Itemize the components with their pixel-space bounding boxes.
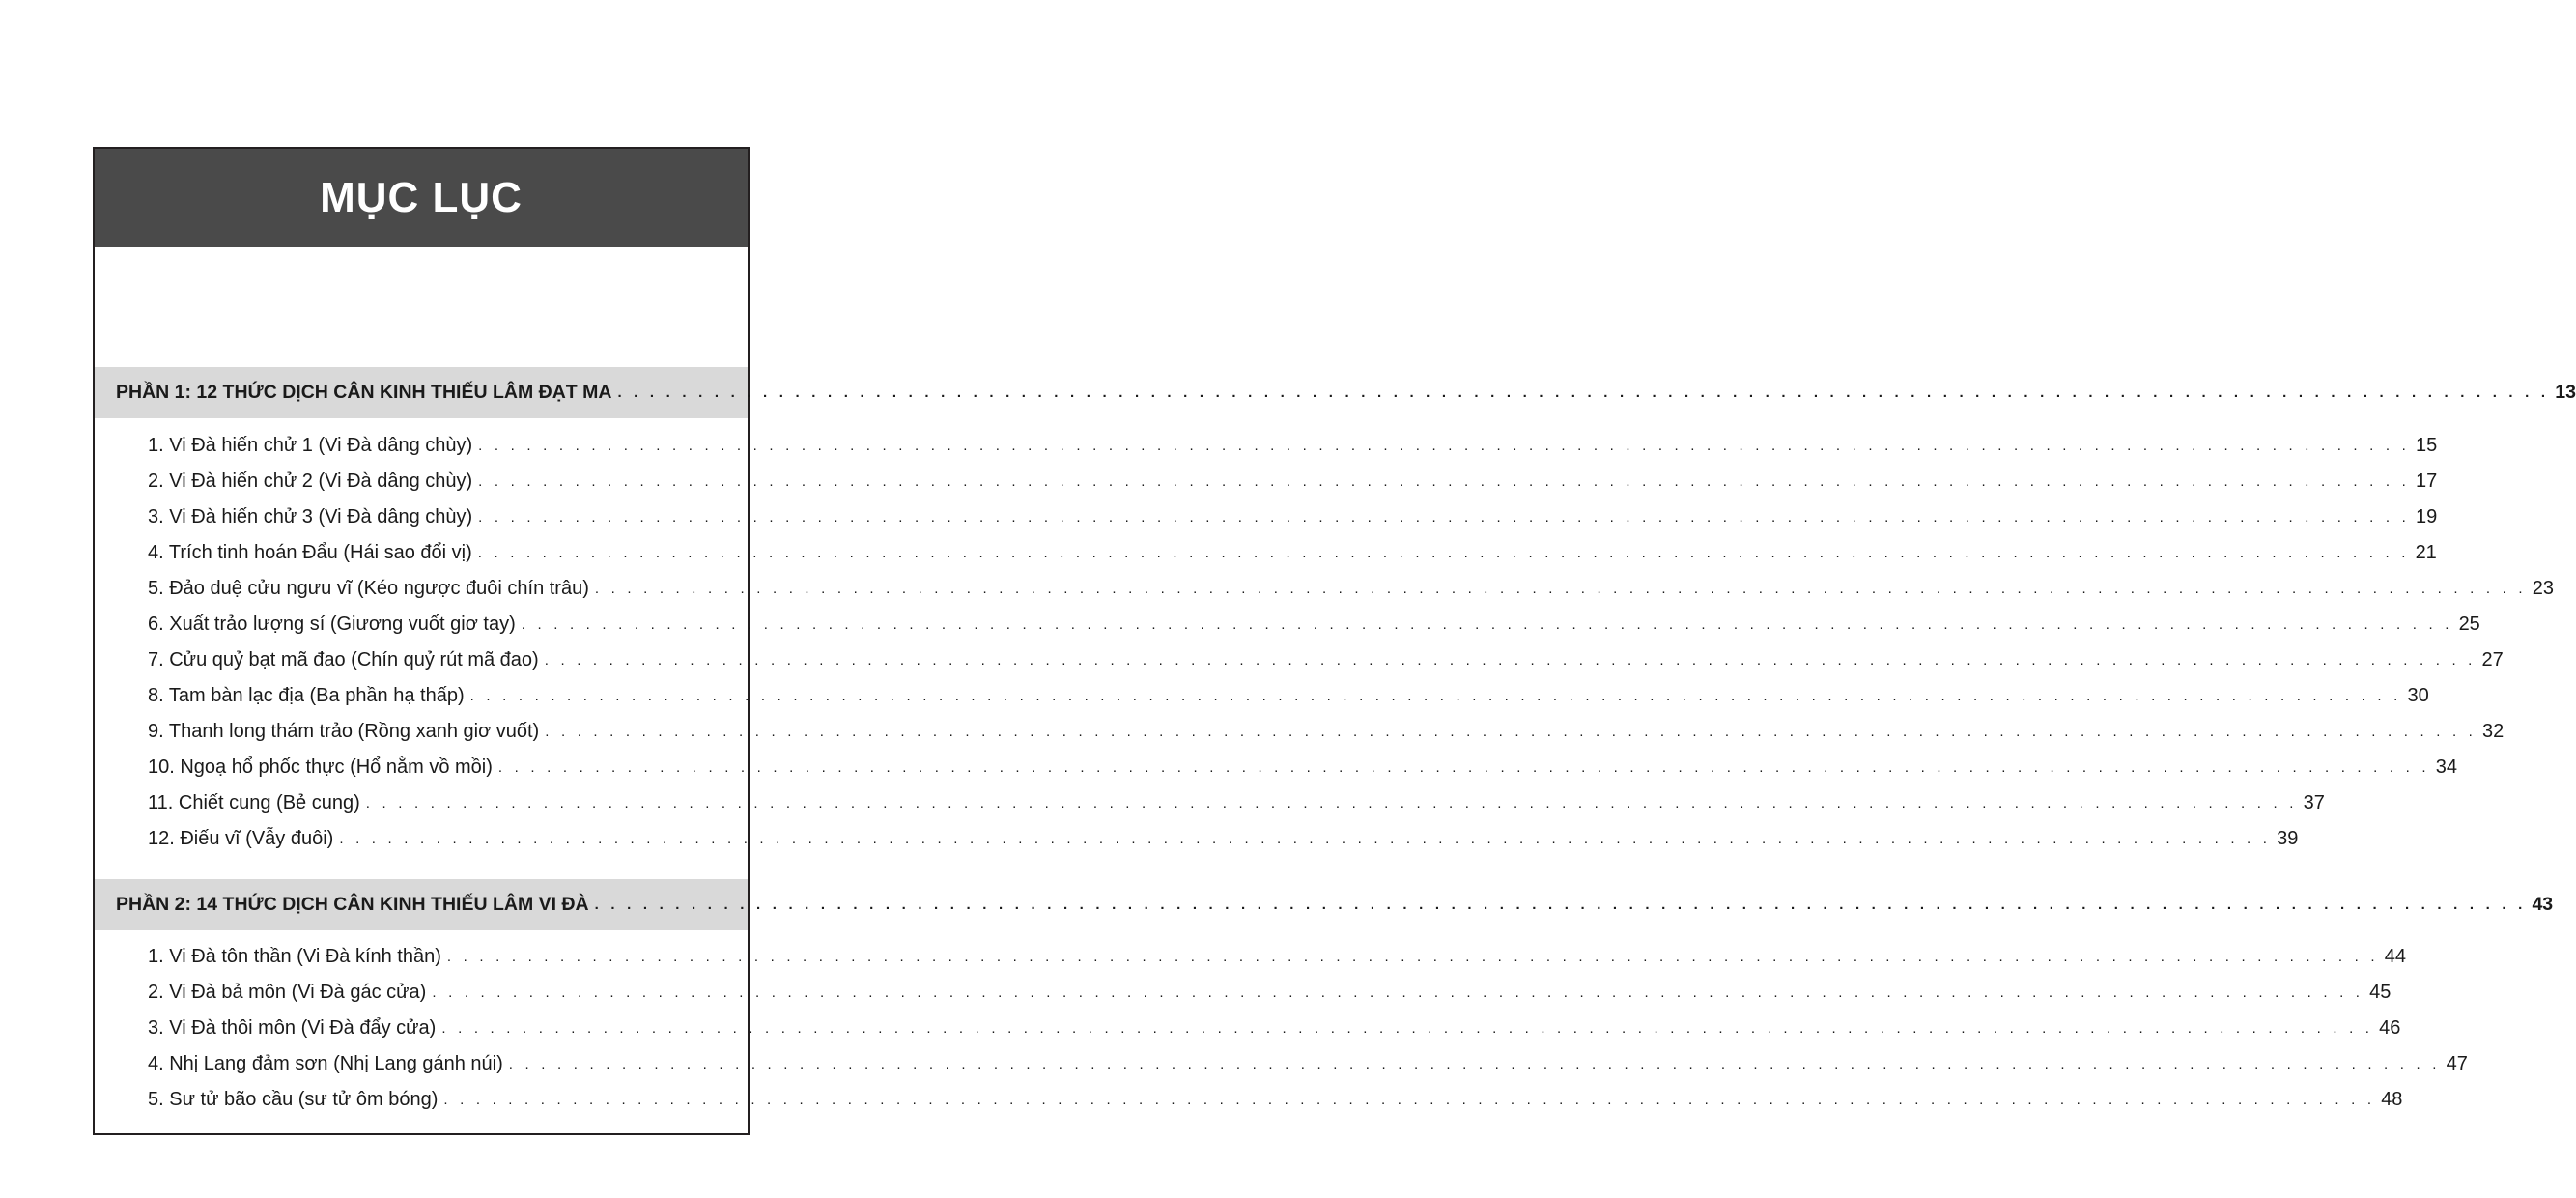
- dot-leader: . . . . . . . . . . . . . . . . . . . . . . . . . . . . . . . . . . . . . . . . . . . . . . . . . . . . . . . . . . . . . . . . . . . . . . . . . . . . . . . . . . . . . . . . . . . . . . . . . . . . . . . . . . . . . . . . . . . . . . . .: [521, 615, 2453, 633]
- section-heading-title: PHẦN 1: 12 THỨC DỊCH CÂN KINH THIẾU LÂM ĐẠT MA: [116, 382, 612, 403]
- dot-leader: . . . . . . . . . . . . . . . . . . . . . . . . . . . . . . . . . . . . . . . . . . . . . . . . . . . . . . . . . . . . . . . . . . . . . . . . . . . . . . . . . . . . . . . . . . . . . . . . . . . . . . . . . . . . . . . . . . . . . . . .: [497, 758, 2430, 776]
- dot-leader: . . . . . . . . . . . . . . . . . . . . . . . . . . . . . . . . . . . . . . . . . . . . . . . . . . . . . . . . . . . . . . . . . . . . . . . . . . . . . . . . . . . . . . . . . . . . . . . . . . . . . . . . . . . . . . . . . . . . . . . .: [508, 1055, 2441, 1072]
- section-heading[interactable]: [116, 879, 2554, 930]
- toc-entry[interactable]: [148, 610, 2480, 639]
- toc-entry-title: 9. Thanh long thám trảo (Rồng xanh giơ vuốt): [148, 720, 540, 742]
- dot-leader: . . . . . . . . . . . . . . . . . . . . . . . . . . . . . . . . . . . . . . . . . . . . . . . . . . . . . . . . . . . . . . . . . . . . . . . . . . . . . . . . . . . . . . . . . . . . . . . . . . . . . . . . . . . . . . . . . . . . . . . .: [545, 723, 2477, 740]
- dot-leader: . . . . . . . . . . . . . . . . . . . . . . . . . . . . . . . . . . . . . . . . . . . . . . . . . . . . . . . . . . . . . . . . . . . . . . . . . . . . . . . . . . . . . . . . . . . . . . . . . . . . . . . . . . . . . . . . . . . . . . . .: [441, 1019, 2374, 1037]
- toc-entry-title: 1. Vi Đà hiến chử 1 (Vi Đà dâng chùy): [148, 434, 473, 456]
- section-heading-bar: [95, 367, 2576, 418]
- toc-entry[interactable]: [148, 538, 2437, 567]
- toc-entry-title: 4. Trích tinh hoán Đẩu (Hái sao đổi vị): [148, 541, 472, 563]
- toc-entry-page-number: 37: [2303, 791, 2325, 813]
- section-heading-bar: [95, 879, 2554, 930]
- toc-entry-page-number: 30: [2407, 684, 2429, 706]
- toc-entry-title: 1. Vi Đà tôn thần (Vi Đà kính thần): [148, 945, 441, 967]
- toc-entry[interactable]: [148, 1085, 2403, 1114]
- dot-leader: . . . . . . . . . . . . . . . . . . . . . . . . . . . . . . . . . . . . . . . . . . . . . . . . . . . . . . . . . . . . . . . . . . . . . . . . . . . . . . . . . . . . . . . . . . . . . . . . . . . . . . . . . . . . . . . . . . . . . . . .: [617, 385, 2550, 401]
- toc-entry[interactable]: [148, 824, 2299, 853]
- toc-entry-page-number: 45: [2369, 981, 2392, 1003]
- toc-entry-page-number: 27: [2481, 648, 2504, 670]
- toc-entry-page-number: 32: [2482, 720, 2505, 742]
- section-heading-page-number: 43: [2532, 894, 2554, 915]
- toc-entry[interactable]: [148, 788, 2325, 817]
- toc-entry-page-number: 15: [2416, 434, 2438, 456]
- toc-entry-title: 2. Vi Đà bả môn (Vi Đà gác cửa): [148, 981, 427, 1003]
- toc-entry-page-number: 21: [2415, 541, 2437, 563]
- toc-entry[interactable]: [148, 942, 2406, 971]
- dot-leader: . . . . . . . . . . . . . . . . . . . . . . . . . . . . . . . . . . . . . . . . . . . . . . . . . . . . . . . . . . . . . . . . . . . . . . . . . . . . . . . . . . . . . . . . . . . . . . . . . . . . . . . . . . . . . . . . . . . . . . . .: [339, 830, 2272, 847]
- dot-leader: . . . . . . . . . . . . . . . . . . . . . . . . . . . . . . . . . . . . . . . . . . . . . . . . . . . . . . . . . . . . . . . . . . . . . . . . . . . . . . . . . . . . . . . . . . . . . . . . . . . . . . . . . . . . . . . . . . . . . . . .: [432, 984, 2364, 1001]
- toc-entry-title: 2. Vi Đà hiến chử 2 (Vi Đà dâng chùy): [148, 470, 473, 492]
- dot-leader: . . . . . . . . . . . . . . . . . . . . . . . . . . . . . . . . . . . . . . . . . . . . . . . . . . . . . . . . . . . . . . . . . . . . . . . . . . . . . . . . . . . . . . . . . . . . . . . . . . . . . . . . . . . . . . . . . . . . . . . .: [544, 651, 2477, 669]
- section-heading-title: PHẦN 2: 14 THỨC DỊCH CÂN KINH THIẾU LÂM VI ĐÀ: [116, 894, 589, 915]
- dot-leader: . . . . . . . . . . . . . . . . . . . . . . . . . . . . . . . . . . . . . . . . . . . . . . . . . . . . . . . . . . . . . . . . . . . . . . . . . . . . . . . . . . . . . . . . . . . . . . . . . . . . . . . . . . . . . . . . . . . . . . . .: [478, 508, 2410, 526]
- toc-entry-page-number: 25: [2458, 613, 2480, 635]
- toc-entry-page-number: 19: [2416, 505, 2438, 528]
- toc-entry-title: 10. Ngoạ hổ phốc thực (Hổ nằm vồ mồi): [148, 756, 493, 778]
- title-bar: [95, 149, 748, 247]
- dot-leader: . . . . . . . . . . . . . . . . . . . . . . . . . . . . . . . . . . . . . . . . . . . . . . . . . . . . . . . . . . . . . . . . . . . . . . . . . . . . . . . . . . . . . . . . . . . . . . . . . . . . . . . . . . . . . . . . . . . . . . . .: [477, 544, 2410, 561]
- toc-entry[interactable]: [148, 431, 2438, 460]
- toc-entry-page-number: 46: [2379, 1016, 2401, 1039]
- toc-entry-title: 7. Cửu quỷ bạt mã đao (Chín quỷ rút mã đao): [148, 648, 539, 670]
- dot-leader: . . . . . . . . . . . . . . . . . . . . . . . . . . . . . . . . . . . . . . . . . . . . . . . . . . . . . . . . . . . . . . . . . . . . . . . . . . . . . . . . . . . . . . . . . . . . . . . . . . . . . . . . . . . . . . . . . . . . . . . .: [443, 1091, 2376, 1108]
- section-heading[interactable]: [116, 367, 2576, 418]
- toc-entry[interactable]: [148, 574, 2554, 603]
- page-title: MỤC LỤC: [320, 174, 523, 221]
- toc-entry[interactable]: [148, 681, 2429, 710]
- toc-entry-title: 6. Xuất trảo lượng sí (Giương vuốt giơ tay): [148, 613, 516, 635]
- toc-entry-page-number: 23: [2532, 577, 2554, 599]
- toc-entry[interactable]: [148, 978, 2392, 1007]
- toc-entry-page-number: 47: [2446, 1052, 2468, 1074]
- toc-entry-page-number: 44: [2384, 945, 2406, 967]
- toc-entry[interactable]: [148, 502, 2438, 531]
- toc-entry-title: 8. Tam bàn lạc địa (Ba phần hạ thấp): [148, 684, 465, 706]
- dot-leader: . . . . . . . . . . . . . . . . . . . . . . . . . . . . . . . . . . . . . . . . . . . . . . . . . . . . . . . . . . . . . . . . . . . . . . . . . . . . . . . . . . . . . . . . . . . . . . . . . . . . . . . . . . . . . . . . . . . . . . . .: [594, 897, 2527, 913]
- toc-entry-title: 4. Nhị Lang đảm sơn (Nhị Lang gánh núi): [148, 1052, 503, 1074]
- toc-entry-title: 11. Chiết cung (Bẻ cung): [148, 791, 360, 813]
- toc-entry-page-number: 39: [2277, 827, 2299, 849]
- toc-entry[interactable]: [148, 467, 2438, 496]
- toc-entry[interactable]: [148, 1049, 2468, 1078]
- toc-entry-page-number: 17: [2416, 470, 2438, 492]
- toc-entry[interactable]: [148, 1013, 2401, 1042]
- dot-leader: . . . . . . . . . . . . . . . . . . . . . . . . . . . . . . . . . . . . . . . . . . . . . . . . . . . . . . . . . . . . . . . . . . . . . . . . . . . . . . . . . . . . . . . . . . . . . . . . . . . . . . . . . . . . . . . . . . . . . . . .: [469, 687, 2402, 704]
- table-of-contents: [93, 147, 2576, 1135]
- dot-leader: . . . . . . . . . . . . . . . . . . . . . . . . . . . . . . . . . . . . . . . . . . . . . . . . . . . . . . . . . . . . . . . . . . . . . . . . . . . . . . . . . . . . . . . . . . . . . . . . . . . . . . . . . . . . . . . . . . . . . . . .: [446, 948, 2379, 965]
- dot-leader: . . . . . . . . . . . . . . . . . . . . . . . . . . . . . . . . . . . . . . . . . . . . . . . . . . . . . . . . . . . . . . . . . . . . . . . . . . . . . . . . . . . . . . . . . . . . . . . . . . . . . . . . . . . . . . . . . . . . . . . .: [365, 794, 2298, 812]
- toc-entry-page-number: 34: [2435, 756, 2457, 778]
- toc-entry[interactable]: [148, 645, 2504, 674]
- dot-leader: . . . . . . . . . . . . . . . . . . . . . . . . . . . . . . . . . . . . . . . . . . . . . . . . . . . . . . . . . . . . . . . . . . . . . . . . . . . . . . . . . . . . . . . . . . . . . . . . . . . . . . . . . . . . . . . . . . . . . . . .: [478, 472, 2410, 490]
- toc-entry[interactable]: [148, 717, 2505, 746]
- toc-entry-page-number: 48: [2381, 1088, 2403, 1110]
- toc-entry-title: 3. Vi Đà thôi môn (Vi Đà đẩy cửa): [148, 1016, 437, 1039]
- toc-entry-title: 3. Vi Đà hiến chử 3 (Vi Đà dâng chùy): [148, 505, 473, 528]
- toc-entry-title: 12. Điếu vĩ (Vẫy đuôi): [148, 827, 334, 849]
- dot-leader: . . . . . . . . . . . . . . . . . . . . . . . . . . . . . . . . . . . . . . . . . . . . . . . . . . . . . . . . . . . . . . . . . . . . . . . . . . . . . . . . . . . . . . . . . . . . . . . . . . . . . . . . . . . . . . . . . . . . . . . .: [594, 580, 2527, 597]
- toc-entry-title: 5. Sư tử bão cầu (sư tử ôm bóng): [148, 1088, 439, 1110]
- toc-entry[interactable]: [148, 753, 2457, 782]
- toc-entry-title: 5. Đảo duệ cửu ngưu vĩ (Kéo ngược đuôi chín trâu): [148, 577, 589, 599]
- dot-leader: . . . . . . . . . . . . . . . . . . . . . . . . . . . . . . . . . . . . . . . . . . . . . . . . . . . . . . . . . . . . . . . . . . . . . . . . . . . . . . . . . . . . . . . . . . . . . . . . . . . . . . . . . . . . . . . . . . . . . . . .: [478, 437, 2410, 454]
- section-heading-page-number: 13: [2555, 382, 2576, 403]
